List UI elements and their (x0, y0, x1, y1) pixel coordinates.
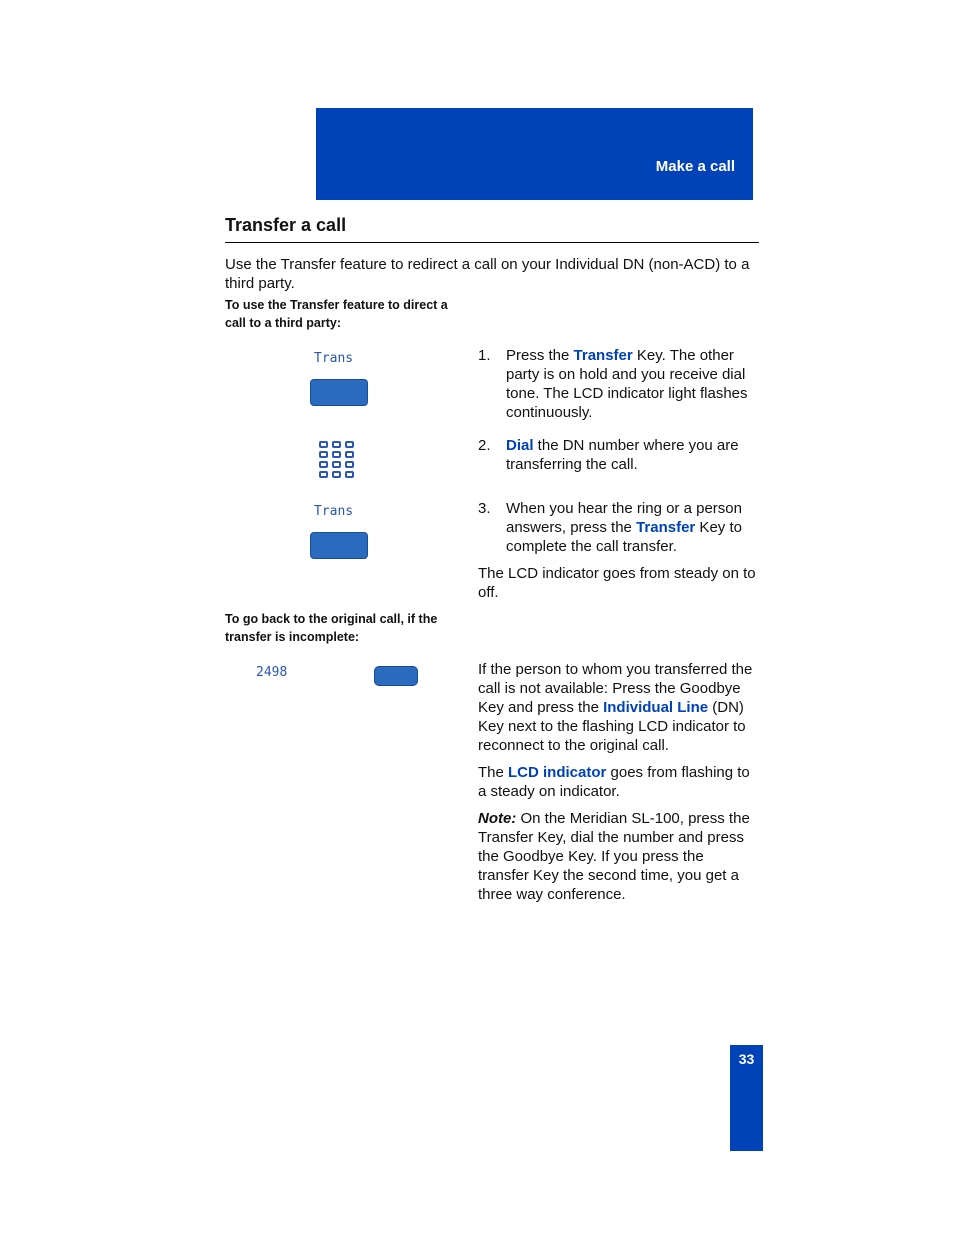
individual-line-key-icon (374, 666, 418, 686)
step-1: 1. Press the Transfer Key. The other party is on hold and you receive dial tone. The LCD indicator light flashes continuously. (478, 347, 748, 421)
lcd-steady-paragraph: The LCD indicator goes from flashing to a steady on indicator. (478, 764, 750, 800)
note-label: Note: (478, 810, 517, 827)
go-back-paragraph: If the person to whom you transferred the call is not available: Press the Goodbye Key and press the Individual Line (DN) Key next to the flashing LCD indicator to reconnect to the original call. (478, 661, 753, 754)
page-number-tab (730, 1045, 763, 1151)
note-paragraph: Note: On the Meridian SL-100, press the Transfer Key, dial the number and press the Goodbye Key. If you press the transfer Key the second time, you get a three way conference. (478, 810, 750, 903)
lcd-off-text: The LCD indicator goes from steady on to off. (478, 565, 756, 601)
dialpad-icon (319, 441, 357, 479)
lcd-trans-label-1: Trans (314, 351, 354, 366)
lcd-trans-label-2: Trans (314, 504, 354, 519)
subhead-go-back: To go back to the original call, if the transfer is incomplete: (225, 612, 438, 644)
keyword-transfer-2: Transfer (636, 519, 696, 536)
dn-display-label: 2498 (256, 665, 288, 680)
intro-paragraph: Use the Transfer feature to redirect a call on your Individual DN (non-ACD) to a third party. (225, 256, 750, 292)
keyword-individual-line: Individual Line (603, 699, 709, 716)
title-rule (225, 242, 759, 243)
step-3: 3. When you hear the ring or a person answers, press the Transfer Key to complete the call transfer. (478, 500, 742, 555)
keyword-dial: Dial (506, 437, 534, 454)
subhead-use-transfer: To use the Transfer feature to direct a call to a third party: (225, 298, 448, 330)
step-2: 2. Dial the DN number where you are transferring the call. (478, 437, 739, 473)
page-number: 33 (738, 1051, 755, 1067)
header-label: Make a call (655, 158, 735, 175)
keyword-lcd-indicator: LCD indicator (508, 764, 607, 781)
transfer-key-icon (310, 379, 368, 406)
header-band (316, 108, 753, 200)
transfer-key-icon-2 (310, 532, 368, 559)
section-title: Transfer a call (225, 215, 347, 235)
keyword-transfer: Transfer (573, 347, 633, 364)
